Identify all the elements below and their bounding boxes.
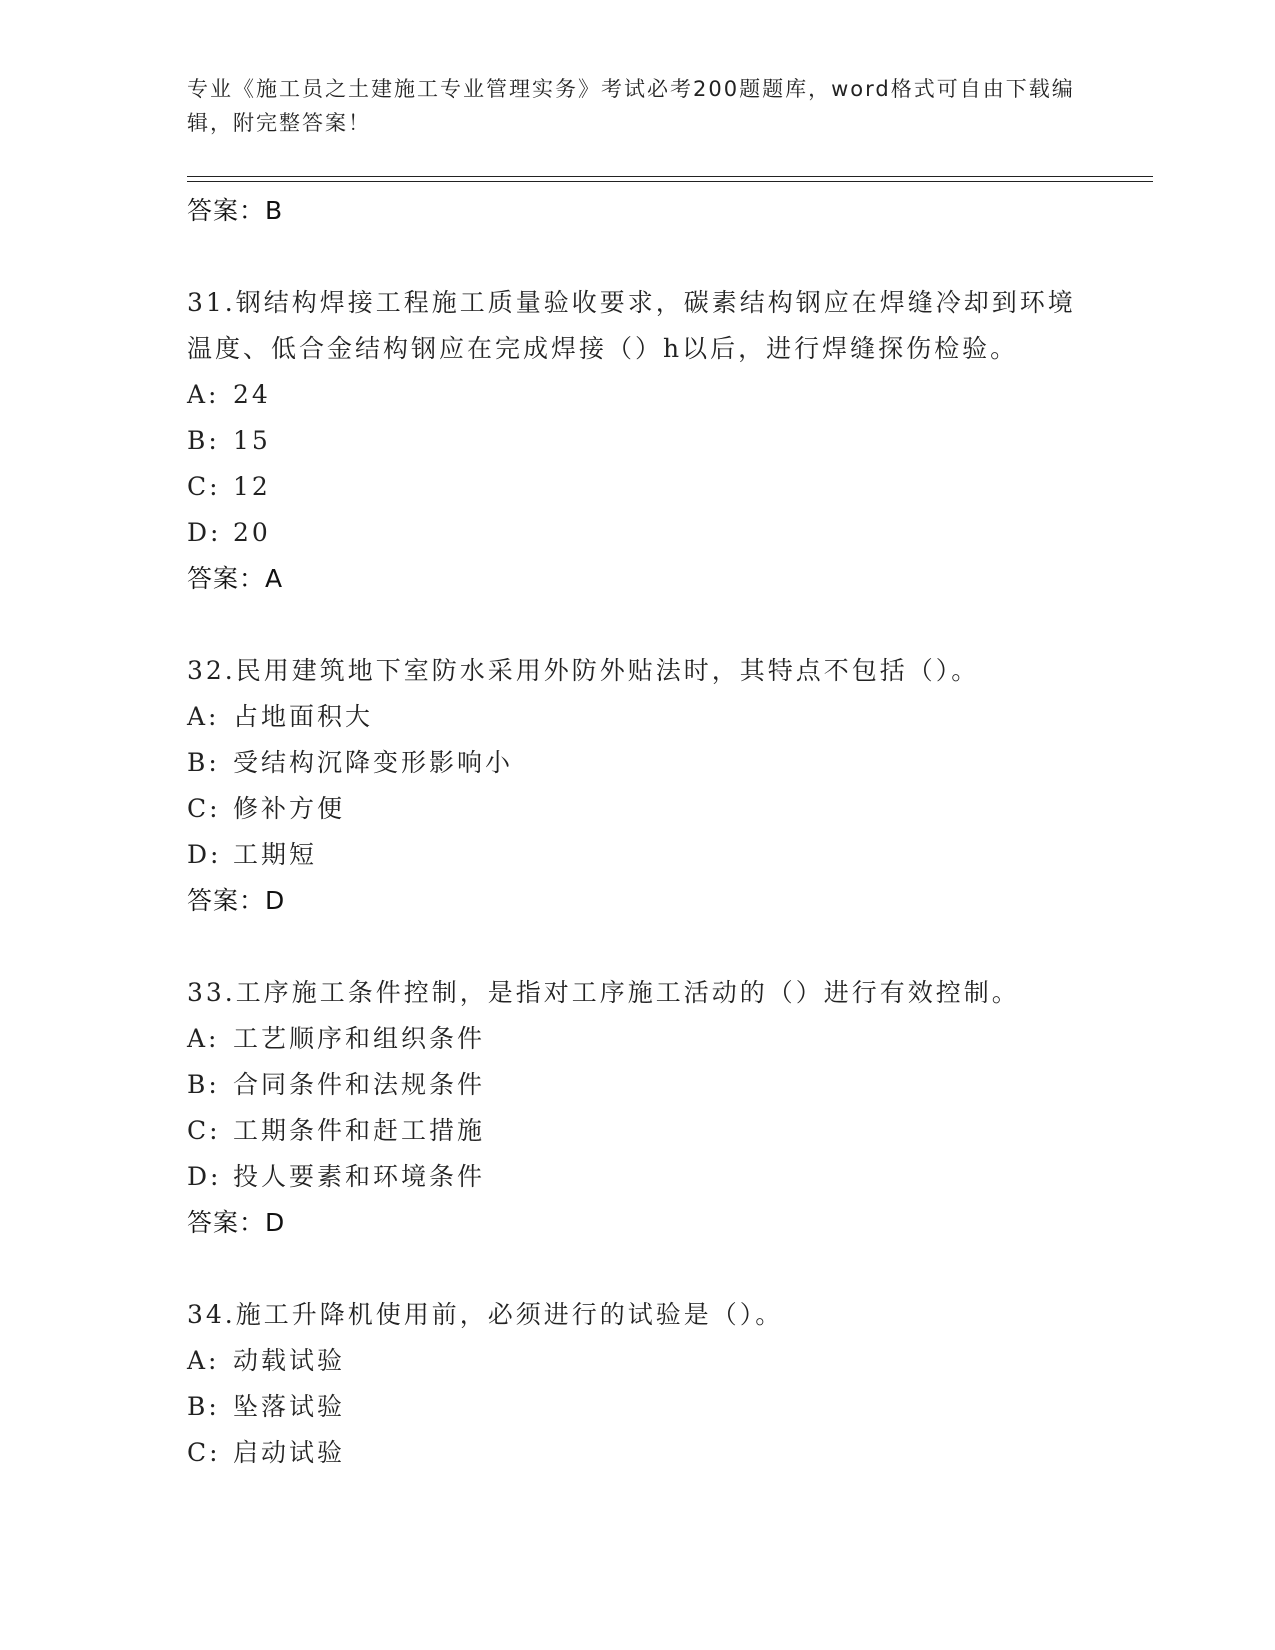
option-d — [187, 1154, 1087, 1200]
question-text: 31.钢结构焊接工程施工质量验收要求，碳素结构钢应在焊缝冷却到环境温度、低合金结构钢应在完成焊接（）h以后，进行焊缝探伤检验。 — [187, 288, 1076, 363]
option-letter: B: — [187, 1392, 220, 1421]
option-letter: A: — [187, 380, 220, 409]
question-text: 33.工序施工条件控制，是指对工序施工活动的（）进行有效控制。 — [187, 978, 1020, 1007]
option-text: 合同条件和法规条件 — [233, 1070, 486, 1099]
question-list — [187, 188, 1087, 1476]
option-letter: B: — [187, 748, 220, 777]
option-b — [187, 1062, 1087, 1108]
option-c — [187, 464, 1087, 510]
option-text: 15 — [233, 426, 271, 455]
option-c — [187, 1108, 1087, 1154]
option-a — [187, 694, 1087, 740]
option-text: 占地面积大 — [233, 702, 374, 731]
option-text: 修补方便 — [233, 794, 346, 823]
option-c — [187, 786, 1087, 832]
option-letter: C: — [187, 472, 221, 501]
option-text: 启动试验 — [233, 1438, 346, 1467]
page-header: 专业《施工员之土建施工专业管理实务》考试必考200题题库，word格式可自由下载编辑，附完整答案！ — [187, 77, 1075, 135]
question-text: 34.施工升降机使用前，必须进行的试验是（）。 — [187, 1300, 784, 1329]
option-text: 24 — [233, 380, 271, 409]
question-33 — [187, 970, 1087, 1246]
spacer — [187, 924, 1087, 970]
option-text: 坠落试验 — [233, 1392, 346, 1421]
option-a — [187, 1016, 1087, 1062]
option-b — [187, 418, 1087, 464]
option-text: 20 — [233, 518, 271, 547]
question-31 — [187, 280, 1087, 602]
spacer — [187, 234, 1087, 280]
option-letter: A: — [187, 1024, 220, 1053]
option-letter: C: — [187, 794, 221, 823]
option-a — [187, 1338, 1087, 1384]
answer-line: 答案：D — [187, 886, 286, 915]
option-text: 投人要素和环境条件 — [233, 1162, 486, 1191]
option-text: 工期条件和赶工措施 — [233, 1116, 486, 1145]
option-letter: D: — [187, 518, 222, 547]
answer-line: 答案：D — [187, 1208, 286, 1237]
option-text: 受结构沉降变形影响小 — [233, 748, 514, 777]
option-letter: A: — [187, 1346, 220, 1375]
option-c — [187, 1430, 1087, 1476]
option-letter: D: — [187, 840, 222, 869]
option-b — [187, 1384, 1087, 1430]
option-letter: C: — [187, 1116, 221, 1145]
option-letter: A: — [187, 702, 220, 731]
option-letter: C: — [187, 1438, 221, 1467]
option-letter: B: — [187, 1070, 220, 1099]
option-letter: B: — [187, 426, 220, 455]
question-32 — [187, 648, 1087, 924]
question-text: 32.民用建筑地下室防水采用外防外贴法时，其特点不包括（）。 — [187, 656, 980, 685]
answer-line: 答案：B — [187, 196, 284, 225]
option-text: 工艺顺序和组织条件 — [233, 1024, 486, 1053]
header-divider — [187, 176, 1153, 182]
option-text: 工期短 — [233, 840, 318, 869]
option-d — [187, 510, 1087, 556]
option-d — [187, 832, 1087, 878]
option-a — [187, 372, 1087, 418]
spacer — [187, 1246, 1087, 1292]
option-letter: D: — [187, 1162, 222, 1191]
option-text: 动载试验 — [233, 1346, 346, 1375]
answer-line: 答案：A — [187, 564, 284, 593]
question-34 — [187, 1292, 1087, 1476]
spacer — [187, 602, 1087, 648]
option-b — [187, 740, 1087, 786]
option-text: 12 — [233, 472, 271, 501]
